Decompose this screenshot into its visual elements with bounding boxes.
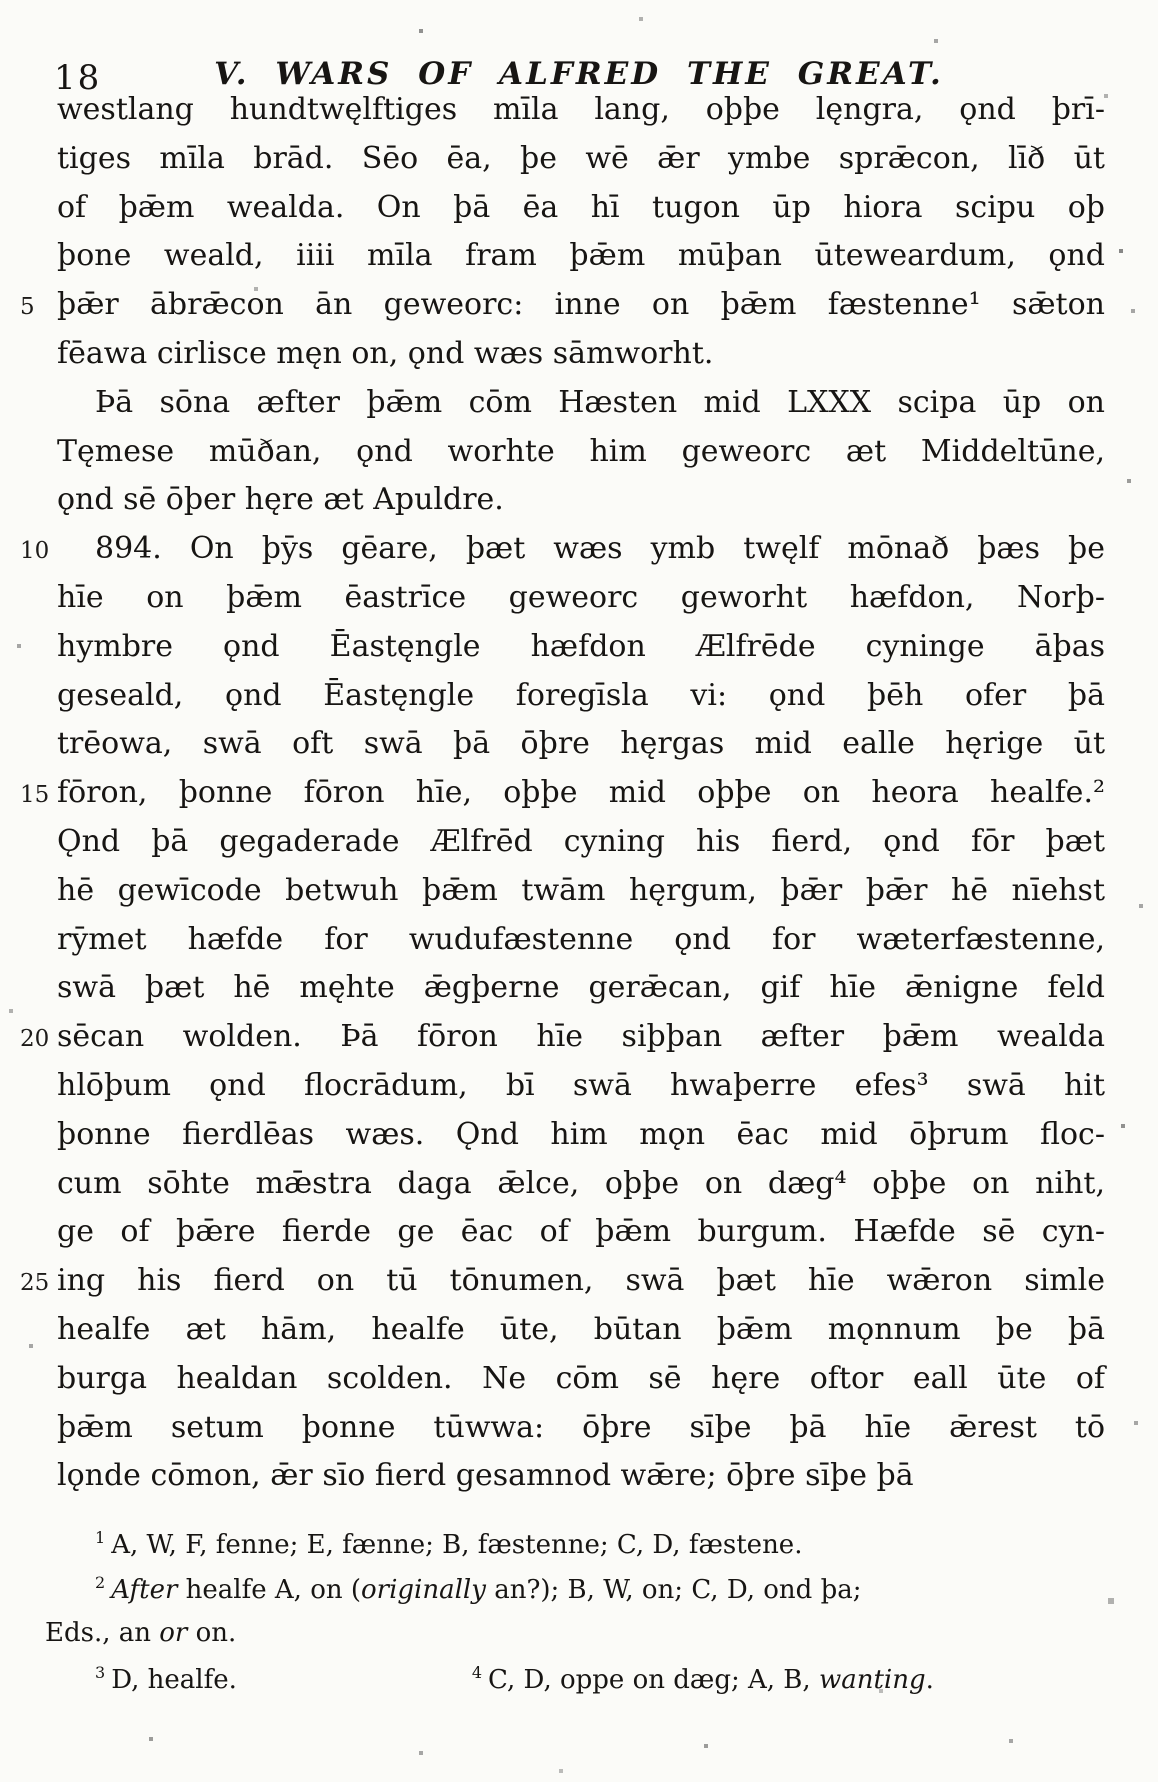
text-line bbox=[0, 1458, 1158, 1507]
line-text: of þǣm wealda. On þā ēa hī tugon ūp hiora scipu oþ bbox=[57, 189, 1105, 225]
line-text: ge of þǣre fierde ge ēac of þǣm burgum. Hæfde sē cyn- bbox=[57, 1214, 1105, 1250]
body-text bbox=[0, 92, 1158, 1507]
text-line bbox=[0, 287, 1158, 336]
line-text: hlōþum ǫnd flocrādum, bī swā hwaþerre efes³ swā hit bbox=[57, 1067, 1105, 1103]
footnote-text: D, healfe. bbox=[111, 1665, 237, 1695]
footnote-line bbox=[45, 1618, 1105, 1663]
footnote-marker: 2 bbox=[95, 1573, 106, 1592]
margin-line-number: 25 bbox=[20, 1270, 50, 1297]
line-text: tiges mīla brād. Sēo ēa, þe wē ǣr ymbe sprǣcon, līð ūt bbox=[57, 140, 1105, 176]
text-line bbox=[0, 1117, 1158, 1166]
footnote-text: wanting bbox=[818, 1665, 926, 1695]
text-line bbox=[0, 1019, 1158, 1068]
text-line bbox=[0, 678, 1158, 727]
line-text: rȳmet hæfde for wudufæstenne ǫnd for wæterfæstenne, bbox=[57, 921, 1105, 957]
line-text: þǣm setum þonne tūwwa: ōþre sīþe þā hīe ǣrest tō bbox=[57, 1409, 1105, 1445]
text-line bbox=[0, 824, 1158, 873]
line-text: Tęmese mūðan, ǫnd worhte him geweorc æt Middeltūne, bbox=[57, 433, 1105, 469]
footnotes bbox=[45, 1528, 1105, 1708]
text-line bbox=[0, 190, 1158, 239]
margin-line-number: 15 bbox=[20, 782, 50, 809]
line-text: cum sōhte mǣstra daga ǣlce, oþþe on dæg⁴ oþþe on niht, bbox=[57, 1165, 1105, 1201]
footnote-text: an?); B, W, on; C, D, ond þa; bbox=[485, 1575, 862, 1605]
text-line bbox=[0, 482, 1158, 531]
line-text: swā þæt hē męhte ǣgþerne gerǣcan, gif hīe ǣnigne feld bbox=[57, 970, 1105, 1006]
footnote-text: Eds., an bbox=[45, 1618, 160, 1648]
text-line bbox=[0, 1410, 1158, 1459]
line-text: Þā sōna æfter þǣm cōm Hæsten mid LXXX scipa ūp on bbox=[95, 384, 1105, 420]
line-text: þone weald, iiii mīla fram þǣm mūþan ūteweardum, ǫnd bbox=[57, 238, 1105, 274]
footnote-text: or bbox=[159, 1618, 188, 1648]
line-text: 894. On þȳs gēare, þæt wæs ymb twęlf mōnað þæs þe bbox=[95, 531, 1105, 567]
text-line bbox=[0, 141, 1158, 190]
line-text: þonne fierdlēas wæs. Ǫnd him mǫn ēac mid ōþrum floc- bbox=[57, 1116, 1105, 1152]
line-text: ǫnd sē ōþer hęre æt Apuldre. bbox=[57, 482, 504, 518]
line-text: sēcan wolden. Þā fōron hīe siþþan æfter þǣm wealda bbox=[57, 1019, 1105, 1055]
footnote-text: . bbox=[925, 1665, 934, 1695]
margin-line-number: 5 bbox=[20, 294, 35, 321]
text-line bbox=[0, 385, 1158, 434]
text-line bbox=[0, 531, 1158, 580]
line-text: fēawa cirlisce męn on, ǫnd wæs sāmworht. bbox=[57, 335, 714, 371]
text-line bbox=[0, 726, 1158, 775]
text-line bbox=[0, 336, 1158, 385]
line-text: hīe on þǣm ēastrīce geweorc geworht hæfdon, Norþ- bbox=[57, 579, 1105, 615]
line-text: trēowa, swā oft swā þā ōþre hęrgas mid ealle hęrige ūt bbox=[57, 726, 1105, 762]
line-text: ing his fierd on tū tōnumen, swā þæt hīe wǣron simle bbox=[57, 1263, 1105, 1299]
footnote-text: healfe A, on ( bbox=[177, 1575, 362, 1605]
text-line bbox=[0, 629, 1158, 678]
line-text: burga healdan scolden. Ne cōm sē hęre oftor eall ūte of bbox=[57, 1360, 1105, 1396]
footnote-line bbox=[45, 1663, 1105, 1708]
text-line bbox=[0, 92, 1158, 141]
footnote-marker: 3 bbox=[95, 1663, 106, 1682]
scan-noise bbox=[0, 0, 2, 2]
footnote-text: After bbox=[111, 1575, 178, 1605]
running-title: V. WARS OF ALFRED THE GREAT. bbox=[214, 56, 944, 92]
line-text: fōron, þonne fōron hīe, oþþe mid oþþe on heora healfe.² bbox=[57, 775, 1105, 811]
text-line bbox=[0, 580, 1158, 629]
line-text: hē gewīcode betwuh þǣm twām hęrgum, þǣr þǣr hē nīehst bbox=[57, 872, 1105, 908]
text-line bbox=[0, 1068, 1158, 1117]
line-text: healfe æt hām, healfe ūte, būtan þǣm mǫnnum þe þā bbox=[57, 1311, 1105, 1347]
line-text: lǫnde cōmon, ǣr sīo fierd gesamnod wǣre; ōþre sīþe þā bbox=[57, 1458, 914, 1494]
text-line bbox=[0, 238, 1158, 287]
line-text: geseald, ǫnd Ēastęngle foregīsla vi: ǫnd þēh ofer þā bbox=[57, 677, 1105, 713]
line-text: Ǫnd þā gegaderade Ælfrēd cyning his fierd, ǫnd fōr þæt bbox=[57, 823, 1105, 859]
text-line bbox=[0, 1166, 1158, 1215]
text-line bbox=[0, 970, 1158, 1019]
footnote-text: on. bbox=[187, 1618, 237, 1648]
margin-line-number: 10 bbox=[20, 538, 50, 565]
text-line bbox=[0, 1312, 1158, 1361]
footnote-line bbox=[45, 1528, 1105, 1573]
footnote-line bbox=[45, 1573, 1105, 1618]
page-number: 18 bbox=[54, 58, 102, 98]
text-line bbox=[0, 922, 1158, 971]
text-line bbox=[0, 434, 1158, 483]
text-line bbox=[0, 1361, 1158, 1410]
footnote-text: A, W, F, fenne; E, fænne; B, fæstenne; C, D, fæstene. bbox=[111, 1530, 803, 1560]
footnote-text: C, D, oppe on dæg; A, B, bbox=[488, 1665, 819, 1695]
line-text: hymbre ǫnd Ēastęngle hæfdon Ælfrēde cyninge āþas bbox=[57, 628, 1105, 664]
footnote-marker: 1 bbox=[95, 1528, 106, 1547]
text-line bbox=[0, 1263, 1158, 1312]
text-line bbox=[0, 1214, 1158, 1263]
text-line bbox=[0, 873, 1158, 922]
margin-line-number: 20 bbox=[20, 1026, 50, 1053]
line-text: westlang hundtwęlftiges mīla lang, oþþe lęngra, ǫnd þrī- bbox=[57, 92, 1105, 127]
line-text: þǣr ābrǣcon ān geweorc: inne on þǣm fæstenne¹ sǣton bbox=[57, 287, 1105, 323]
footnote-text: originally bbox=[361, 1575, 486, 1605]
footnote-marker: 4 bbox=[471, 1663, 483, 1682]
text-line bbox=[0, 775, 1158, 824]
